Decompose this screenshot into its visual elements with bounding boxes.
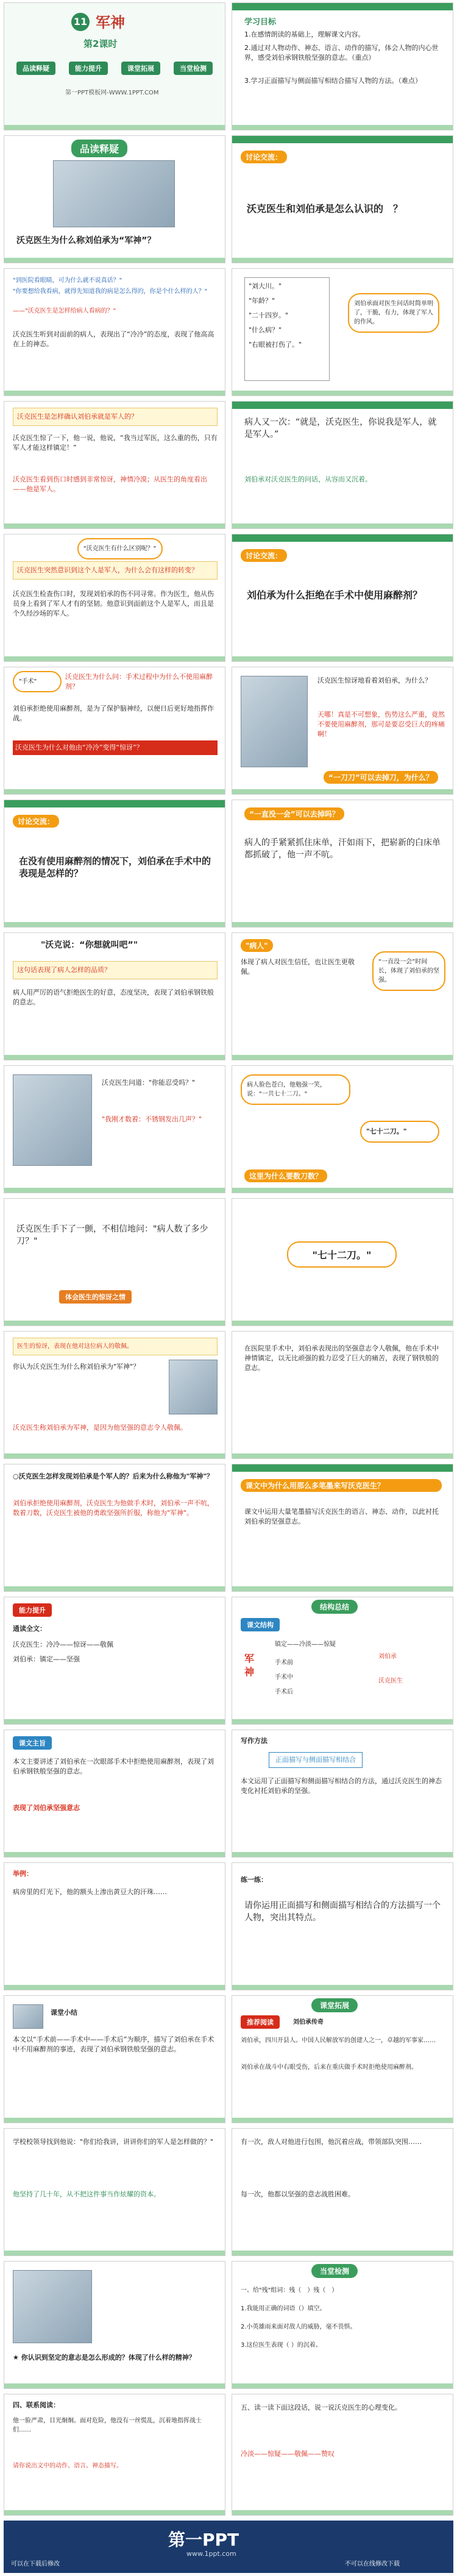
reading-passage: 他一脸严肃，目光炯炯。面对危险，他没有一丝慌乱，沉着地指挥战士们…… [13, 2418, 202, 2433]
footer-right-note: 不可以在线修改下载 [345, 2561, 400, 2567]
footer-left-note: 可以在下载后修改 [11, 2561, 60, 2567]
quote-bubble: "手术" [13, 671, 62, 692]
soldier-illustration [53, 160, 175, 227]
slide-footer-band [4, 1586, 225, 1591]
test-item-3: 2.小英雄雨来面对敌人的威胁，毫不畏惧。 [241, 2324, 356, 2330]
slide-structure [232, 1597, 453, 1725]
slide-footer-band [232, 789, 453, 794]
reading-heading: 推荐阅读 [241, 2015, 280, 2029]
reply-analysis: 刘伯承对沃克医生的问话，从容而又沉着。 [244, 475, 372, 483]
heading-box: 医生的惊讶，表现在他对这位病人的敬佩。 [13, 1338, 218, 1355]
slide-footer-band [232, 922, 453, 927]
section-banner: 结构总结 [311, 1600, 358, 1614]
practice-heading: 练一练： [241, 1876, 267, 1884]
reading-line-2: 刘伯承：镇定——坚强 [13, 1655, 80, 1663]
slide-footer-band [4, 1188, 225, 1193]
slide-summary-text [232, 1331, 453, 1459]
slide-top-bar [232, 3, 453, 10]
side-bubble: “一直没一会”时间长，体现了刘伯承的坚强。 [372, 951, 445, 991]
slide-footer-band [4, 1055, 225, 1060]
dialogue-line-1: "到医院看眼睛，可为什么就不说真话？" [13, 277, 122, 284]
prompt-tag: 这里为什么要数刀数？ [244, 1169, 327, 1182]
summary-text: 本文以“手术前——手术中——手术后”为顺序，描写了刘伯承在手术中不用麻醉剂的事迹，表现了刘伯承钢铁般坚强的意志。 [13, 2035, 214, 2053]
slide-footer-band [4, 523, 225, 528]
slide-footer-band [232, 1852, 453, 1857]
story-text: 有一次，敌人对他进行包围，他沉着应战，带领部队突围…… [241, 2138, 422, 2146]
practice-text: 请你运用正面描写和侧面描写相结合的方法描写一个人物，突出其特点。 [244, 1901, 441, 1923]
question-text: ○沃克医生怎样发现刘伯承是个军人的？后来为什么称他为"军神"？ [13, 1472, 214, 1480]
discussion-tag: 讨论交流： [13, 815, 59, 828]
section-banner: 品读释疑 [71, 140, 127, 157]
slide-footer-band [4, 1985, 225, 1990]
answer-box [244, 277, 330, 381]
hand-text: 病人的手紧紧抓住床单，汗如雨下，把崭新的白床单都抓破了，他一声不吭。 [244, 838, 441, 860]
slide-ask-count [4, 1065, 225, 1193]
slide-top-bar [232, 534, 453, 542]
quote-bubble: "沃克医生有什么区别呢？" [77, 538, 163, 559]
slide-footer-band [232, 523, 453, 528]
slide-final-question [232, 2394, 453, 2516]
dialogue-line-2: "你要想给我看病，就得先知道我的病是怎么得的，你是个什么样的人？" [13, 288, 208, 295]
goal-item-2: 2.通过对人物动作、神态、语言、动作的描写，体会人物的内心世界，感受刘伯承钢铁般坚强的意志。（重点） [244, 44, 439, 62]
reply-text: 病人又一次：“就是，沃克医生，你说我是军人，就是军人。” [244, 417, 437, 439]
slide-footer-band [4, 125, 225, 130]
highlight-band: 沃克医生为什么对他由“冷冷”变得“惊讶”？ [13, 740, 218, 755]
summary-text: 在医院里手术中，刘伯承表现出的坚强意志令人敬佩，他在手术中神情镇定，以无比顽强的毅力忍受了巨大的痛苦，表现了钢铁般的意志。 [244, 1344, 439, 1372]
footer-logo: 第一PPT [168, 2530, 239, 2550]
slide-footer-band [4, 656, 225, 661]
slide-footer-band [232, 258, 453, 263]
structure-row-2: 手术前 [275, 1659, 293, 1666]
tab-3[interactable]: 课堂拓展 [121, 62, 160, 75]
slide-top-bar [4, 800, 225, 807]
slide-theme [4, 1730, 225, 1857]
site-label: 第一PPT模板网-WWW.1PPT.COM [65, 90, 159, 96]
think-question: ★ 你认识到坚定的意志是怎么形成的？体现了什么样的精神？ [13, 2354, 196, 2361]
slide-top-bar [232, 136, 453, 143]
slide-72 [232, 1198, 453, 1326]
feel-button[interactable]: 体会医生的惊讶之情 [59, 1290, 132, 1304]
structure-row-4: 手术后 [275, 1689, 293, 1695]
final-question: 五、读一读下面这段话，说一说沃克医生的心理变化。 [241, 2404, 402, 2411]
reading-answer: 请你说出文中的动作、语言、神态描写。 [13, 2463, 122, 2469]
doctor-photo [241, 676, 308, 767]
structure-col-1: 刘伯承 [378, 1653, 397, 1660]
slide-footer-band [232, 1188, 453, 1193]
slide-discuss-3 [4, 800, 225, 928]
slide-footer-band [232, 1453, 453, 1458]
answer-line-4: "什么病？" [249, 326, 282, 334]
slide-footer-band [4, 2118, 225, 2123]
answer-text: 沃克医生称刘伯承为军神，是因为他坚强的意志令人敬佩。 [13, 1424, 187, 1432]
answer-text: 刘伯承拒绝使用麻醉剂，沃克医生为他做手术时，刘伯承一声不吭，数着刀数，沃克医生被他的勇敢坚强所折服，称他为"军神"。 [13, 1499, 214, 1517]
ability-tag: 能力提升 [13, 1603, 52, 1617]
discussion-tag: 讨论交流： [241, 151, 287, 163]
slide-anesthesia [4, 667, 225, 795]
bubble-one: 病人脸色苍白，他勉强一笑，说："一共七十二刀。" [241, 1074, 350, 1105]
slide-footer-band [232, 2118, 453, 2123]
ask-text: 沃克医生问道："你能忍受吗？" [102, 1079, 196, 1087]
discussion-question: 沃克医生和刘伯承是怎么认识的 ？ [247, 203, 403, 215]
slide-example [4, 1862, 225, 1990]
slide-footer-band [4, 789, 225, 794]
method-heading: 写作方法 [241, 1737, 267, 1745]
slide-footer-band [232, 2383, 453, 2388]
slide-footer-band [232, 1055, 453, 1060]
question-text: 沃克医生为什么问：手术过程中为什么不使用麻醉剂？ [65, 673, 213, 690]
slide-footer-band [4, 2510, 225, 2515]
slide-footer-band [232, 1985, 453, 1990]
question-box: 沃克医生是怎样确认刘伯承就是军人的？ [13, 408, 218, 426]
reading-subtitle: 刘伯承传奇 [293, 2019, 324, 2026]
slide-dialogue [4, 268, 225, 396]
example-heading: 举例： [13, 1870, 33, 1878]
slide-answers [232, 268, 453, 396]
summary-photo [13, 2004, 43, 2029]
prompt-tag: “一直没一会”可以去掉吗？ [244, 807, 344, 820]
slide-story [4, 2128, 225, 2256]
example-text: 病房里的灯光下，他的额头上渗出黄豆大的汗珠…… [13, 1888, 167, 1896]
note-bubble: 刘伯承面对医生问话时简单明了，干脆，有力，体现了军人的作风。 [348, 293, 439, 333]
highlight-text: 天哪！真是不可想象，伤势这么严重，竟然不要使用麻醉剂，那可是要忍受巨大的疼痛啊！ [317, 711, 445, 738]
tab-2[interactable]: 能力提升 [69, 62, 108, 75]
answer-text: 刘伯承拒绝使用麻醉剂，是为了保护脑神经，以便日后更好地指挥作战。 [13, 704, 214, 722]
slide-shout [4, 932, 225, 1060]
slide-footer-band [232, 2251, 453, 2255]
tab-1[interactable]: 品读释疑 [16, 62, 55, 75]
slide-footer-band [232, 125, 453, 130]
answer-line-1: "刘大川。" [249, 282, 282, 290]
slide-practice [232, 1862, 453, 1990]
slide-why-doctor [232, 1464, 453, 1592]
method-text: 本文运用了正面描写和侧面描写相结合的方法，通过沃克医生的神态变化衬托刘伯承的坚强。 [241, 1777, 442, 1795]
slide-footer-band [4, 1852, 225, 1857]
method-box: 正面描写与侧面描写相结合 [269, 1752, 363, 1768]
slide-test [232, 2261, 453, 2389]
trembling-text: 沃克医生手下了一颤，不相信地问："病人数了多少刀？" [16, 1224, 208, 1246]
slide-trembling [4, 1198, 225, 1326]
vertical-title: 军神 [244, 1653, 255, 1678]
slide-footer-band [232, 1586, 453, 1591]
slide-footer-band [4, 2251, 225, 2255]
portrait-photo [169, 1360, 218, 1414]
slide-reading [4, 135, 225, 263]
reading-line-1: 沃克医生：冷冷——惊讶——敬佩 [13, 1641, 113, 1648]
story-note: 他坚持了几十年，从不把这件事当作炫耀的资本。 [13, 2190, 160, 2198]
lesson-subtitle: 第2课时 [83, 38, 118, 49]
discussion-question: 刘伯承为什么拒绝在手术中使用麻醉剂？ [247, 589, 423, 601]
footer-site: www.1ppt.com [186, 2550, 236, 2558]
slide-think [4, 2261, 225, 2389]
reading-title: 通读全文： [13, 1625, 46, 1633]
slide-footer-band [4, 2383, 225, 2388]
prompt-tag: “一刀刀”可以去掉刀，为什么？ [324, 771, 438, 784]
slide-patient-reply [232, 401, 453, 529]
goal-item-1: 1.在感情朗读的基础上，理解课文内容。 [244, 30, 365, 38]
final-answer: 冷淡——惊疑——敬佩——赞叹 [241, 2450, 335, 2458]
slide-qa [4, 1464, 225, 1592]
slide-respect [4, 1331, 225, 1459]
answer-text: 病人用严厉的语气拒绝医生的好意，态度坚决，表现了刘伯承钢铁般的意志。 [13, 988, 214, 1006]
theme-text: 本文主要讲述了刘伯承在一次眼部手术中拒绝使用麻醉剂，表现了刘伯承钢铁般坚强的意志。 [13, 1758, 214, 1775]
answer-line-5: "右眼被打伤了。" [249, 341, 302, 349]
slide-surprise [232, 667, 453, 795]
tab-4[interactable]: 当堂检测 [174, 62, 213, 75]
slide-title [4, 2, 225, 130]
answer-text: 沃克医生看到伤口时感到非常惊讶，神情冷漠；从医生的角度看出——他是军人。 [13, 475, 207, 493]
question-tag: 课文中为什么用那么多笔墨来写沃克医生？ [241, 1479, 442, 1492]
slide-hand [232, 800, 453, 928]
prompt-tag: "病人" [241, 939, 273, 952]
slide-top-bar [232, 402, 453, 409]
footer-banner [4, 2521, 453, 2573]
slide-goals [232, 2, 453, 130]
slide-change [4, 534, 225, 662]
explanation-text: 沃克医生检查伤口时，发现刘伯承的伤不同寻常。作为医生，他从伤员身上看到了军人才有的坚韧。他意识到面前这个人是军人，而且是个久经沙场的军人。 [13, 590, 214, 617]
reading-heading: 四、联系阅读： [13, 2401, 60, 2409]
lesson-number-badge: 11 [71, 13, 90, 31]
slide-extend [232, 1995, 453, 2123]
slide-footer-band [4, 1321, 225, 1325]
theme-heading: 课文主旨 [13, 1736, 52, 1750]
slide-footer-band [232, 1719, 453, 1724]
slide-summary [4, 1995, 225, 2123]
think-photo [13, 2270, 92, 2343]
test-item-1: 一、给"残"组词：残（ ）残（ ） [241, 2287, 338, 2294]
structure-heading: 课文结构 [241, 1618, 280, 1631]
slide-footer-band [4, 922, 225, 927]
answer-line-3: "二十四岁。" [249, 311, 289, 319]
question-box: 这句话表现了病人怎样的品质？ [13, 961, 218, 979]
bubble-two: "七十二刀。" [360, 1121, 439, 1143]
structure-row-1: 镇定——冷淡——惊疑 [275, 1641, 336, 1648]
slide-discuss-1 [232, 135, 453, 263]
goals-heading: 学习目标 [244, 18, 277, 27]
test-item-2: 1.我能用正确的词语（）填空。 [241, 2305, 326, 2312]
story-text-2: 每一次，他都以坚强的意志战胜困难。 [241, 2190, 355, 2198]
surgery-photo [13, 1074, 92, 1166]
slide-reading-test [4, 2394, 225, 2516]
discussion-question: 在没有使用麻醉剂的情况下，刘伯承在手术中的表现是怎样的？ [19, 856, 211, 879]
answer-line-2: "年龄？" [249, 297, 275, 305]
slide-method [232, 1730, 453, 1857]
key-question: 沃克医生为什么称刘伯承为“军神”？ [16, 236, 156, 246]
slide-footer-band [4, 1453, 225, 1458]
question-box: 沃克医生突然意识到这个人是军人，为什么会有这样的转变？ [13, 561, 218, 580]
question-text: 你认为沃克医生为什么称刘伯承为"军神"？ [13, 1363, 140, 1371]
answer-text: 课文中运用大量笔墨描写沃克医生的语言、神态、动作，以此衬托刘伯承的坚强意志。 [244, 1508, 439, 1525]
note-text: 体现了病人对医生信任，也让医生更敬佩。 [241, 958, 355, 976]
section-banner: 课堂拓展 [311, 1998, 358, 2012]
discussion-tag: 讨论交流： [241, 549, 287, 562]
section-banner: 当堂检测 [311, 2264, 358, 2278]
slide-confirm-soldier [4, 401, 225, 529]
summary-heading: 课堂小结 [51, 2009, 77, 2017]
lesson-title: 军神 [96, 14, 125, 31]
slide-bubbles [232, 1065, 453, 1193]
slide-footer-band [4, 391, 225, 396]
quote-text: "沃克说：“你想就叫吧”" [41, 940, 138, 950]
structure-row-3: 手术中 [275, 1674, 293, 1681]
slide-footer-band [232, 656, 453, 661]
slide-footer-band [4, 1719, 225, 1724]
slide-story-2 [232, 2128, 453, 2256]
story-text: 学校校领导找到他说："你们给我讲，讲讲你们的军人是怎样做的？" [13, 2138, 214, 2146]
slide-ability [4, 1597, 225, 1725]
test-item-4: 3.这位医生表现（ ）的沉着。 [241, 2342, 322, 2349]
theme-highlight: 表现了刘伯承坚强意志 [13, 1804, 80, 1812]
dialogue-line-3: ——"沃克医生是怎样给病人看病的？" [13, 308, 116, 314]
quote-text: 沃克医生惊了一下，他一说，他说，“我当过军医，这么重的伤，只有军人才能这样镇定！” [13, 434, 218, 452]
structure-col-2: 沃克医生 [378, 1678, 403, 1684]
slide-footer-band [4, 258, 225, 263]
count-text: "我刚才数着：不锈钢发出几声？" [102, 1115, 202, 1123]
reading-text-1: 刘伯承，四川开县人。中国人民解放军的创建人之一，卓越的军事家…… [241, 2037, 436, 2044]
slide-footer-band [232, 2510, 453, 2515]
slide-discuss-2 [232, 534, 453, 662]
answer-bubble: "七十二刀。" [287, 1241, 397, 1268]
analysis-text: 沃克医生听到对面前的病人，表现出了“冷冷”的态度，表现了他高高在上的神态。 [13, 330, 214, 348]
reading-text-2: 刘伯承在战斗中右眼受伤，后来在重庆做手术时拒绝使用麻醉剂。 [241, 2064, 417, 2071]
question-text: 沃克医生惊讶地看着刘伯承，为什么？ [317, 676, 431, 684]
goal-item-3: 3.学习正面描写与侧面描写相结合描写人物的方法。（难点） [244, 77, 422, 85]
slide-note [232, 932, 453, 1060]
slide-footer-band [232, 391, 453, 396]
slide-footer-band [232, 1321, 453, 1325]
slide-top-bar [232, 1464, 453, 1472]
